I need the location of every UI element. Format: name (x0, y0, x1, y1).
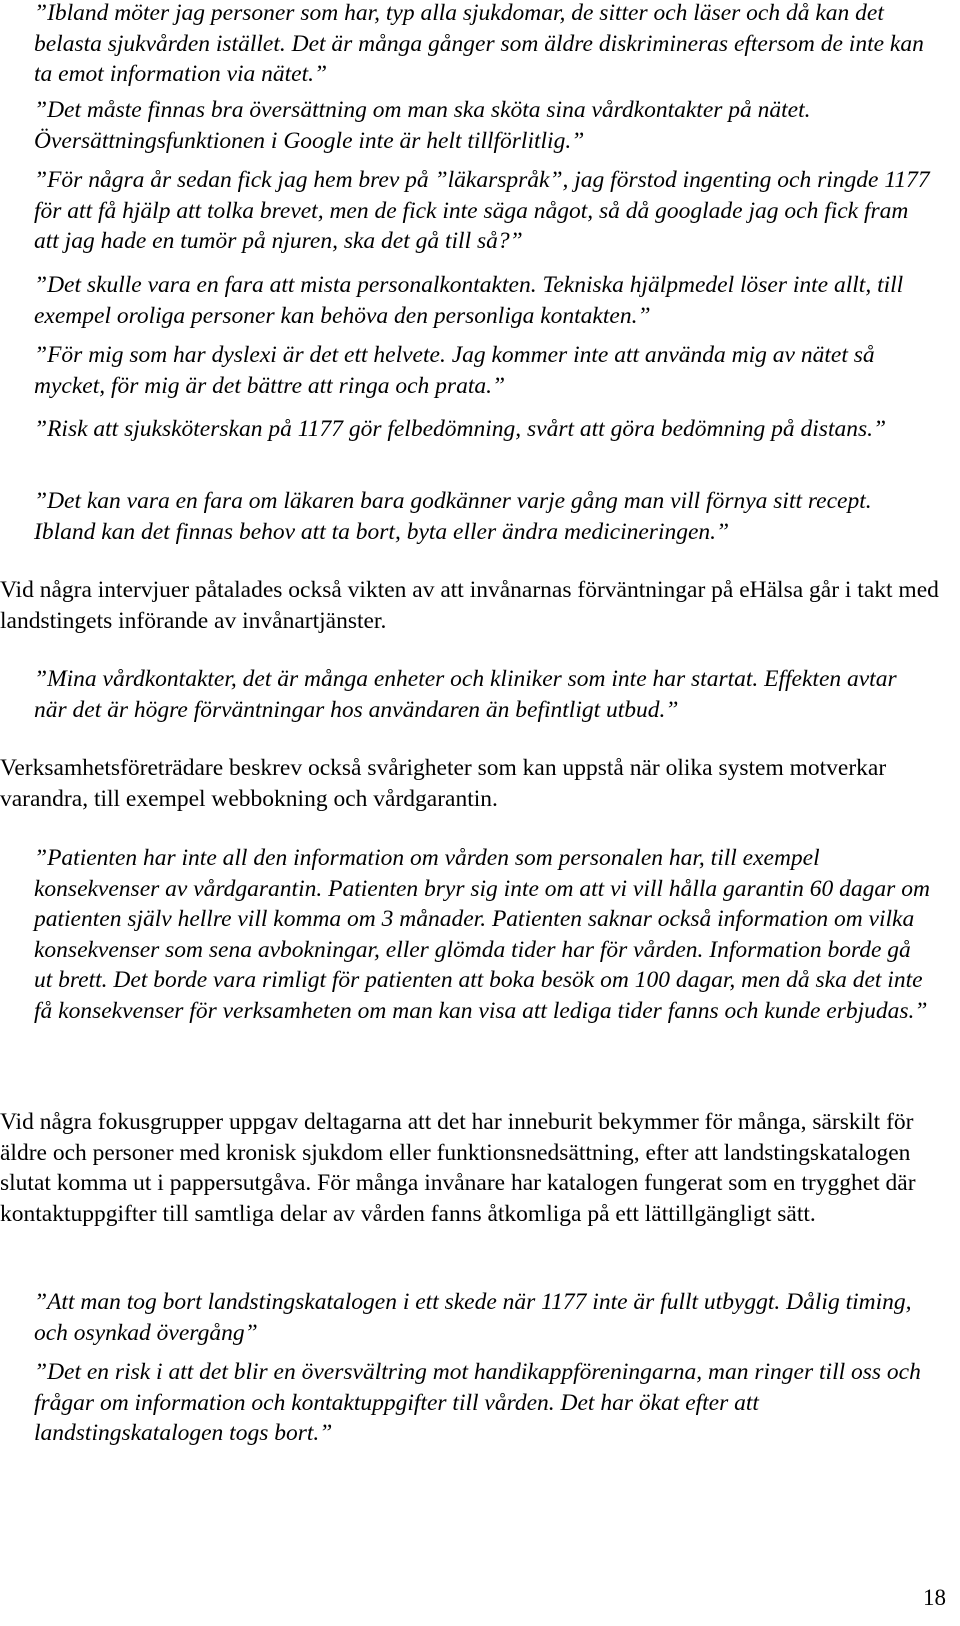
page-number: 18 (923, 1585, 946, 1610)
quote-handicap-associations: ”Det en risk i att det blir en översvältring mot handikappföreningarna, man ringer till oss och frågar om information och kontaktuppgifter till vården. Det har ökat efter att landstingskatalogen togs bort.” (34, 1359, 921, 1446)
quote-dyslexia: ”För mig som har dyslexi är det ett helvete. Jag kommer inte att använda mig av nätet så mycket, för mig är det bättre att ringa och prata.” (34, 342, 875, 399)
paragraph-catalogue: Vid några fokusgrupper uppgav deltagarna att det har inneburit bekymmer för många, särskilt för äldre och personer med kronisk sjukdom eller funktionsnedsättning, efter att landstingskatalogen slutat komma ut i pappersutgåva. För många invånare har katalogen fungerat som en trygghet där kontaktuppgifter till samtliga delar av vården fanns åtkomliga på ett lättillgängligt sätt. (0, 1109, 916, 1227)
quote-translation: ”Det måste finnas bra översättning om man ska sköta sina vårdkontakter på nätet. Översättningsfunktionen i Google inte är helt tillförlitlig.” (34, 97, 811, 154)
quote-doctor-language: ”För några år sedan fick jag hem brev på ”läkarspråk”, jag förstod ingenting och ringde 1177 för att få hjälp att tolka brevet, men de fick inte säga något, så då googlade jag och fick fram att jag hade en tumör på njuren, ska det gå till så?” (34, 167, 930, 254)
quote-prescription: ”Det kan vara en fara om läkaren bara godkänner varje gång man vill förnya sitt recept. Ibland kan det finnas behov att ta bort, byta eller ändra medicineringen.” (34, 488, 872, 545)
quote-catalogue-removed: ”Att man tog bort landstingskatalogen i ett skede när 1177 inte är fullt utbyggt. Dålig timing, och osynkad övergång” (34, 1289, 912, 1346)
paragraph-conflicting-systems: Verksamhetsföreträdare beskrev också svårigheter som kan uppstå när olika system motverkar varandra, till exempel webbokning och vårdgarantin. (0, 755, 887, 812)
quote-personal-contact: ”Det skulle vara en fara att mista personalkontakten. Tekniska hjälpmedel löser inte allt, till exempel oroliga personer kan behöva den personliga kontakten.” (34, 272, 904, 329)
quote-care-contacts: ”Mina vårdkontakter, det är många enheter och kliniker som inte har startat. Effekten avtar när det är högre förväntningar hos användaren än befintligt utbud.” (34, 666, 897, 723)
paragraph-expectations: Vid några intervjuer påtalades också vikten av att invånarnas förväntningar på eHälsa går i takt med landstingets införande av invånartjänster. (0, 577, 939, 634)
quote-discrimination: ”Ibland möter jag personer som har, typ alla sjukdomar, de sitter och läser och då kan det belasta sjukvården istället. Det är många gånger som äldre diskrimineras eftersom de inte kan ta emot information via nätet.” (34, 0, 924, 87)
quote-nurse-misjudgement: ”Risk att sjuksköterskan på 1177 gör felbedömning, svårt att göra bedömning på distans.” (34, 416, 887, 442)
quote-care-guarantee: ”Patienten har inte all den information om vården som personalen har, till exempel konsekvenser av vårdgarantin. Patienten bryr sig inte om att vi vill hålla garantin 60 dagar om patienten själv hellre vill komma om 3 månader. Patienten saknar också information om vilka konsekvenser som sena avbokningar, eller glömda tider har för vården. Information borde gå ut brett. Det borde vara rimligt för patienten att boka besök om 100 dagar, men då ska det inte få konsekvenser för verksamheten om man kan visa att lediga tider fanns och kunde erbjudas.” (34, 845, 930, 1024)
